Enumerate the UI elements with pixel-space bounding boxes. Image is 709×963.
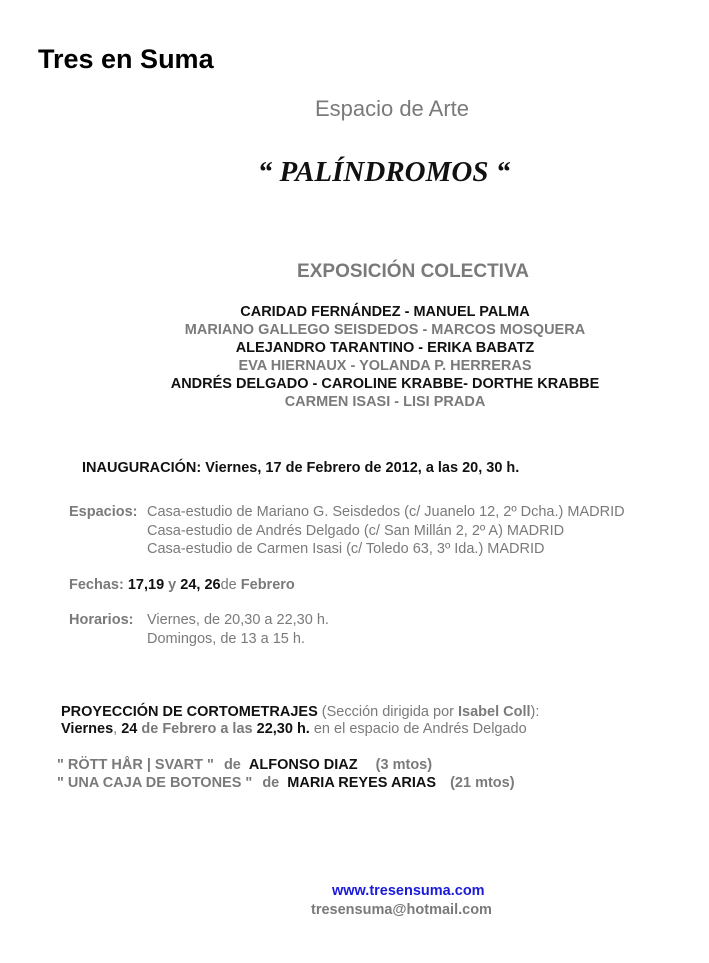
space-item: Casa-estudio de Mariano G. Seisdedos (c/ Juanelo 12, 2º Dcha.) MADRID [147,504,625,520]
screening-date-line [61,721,527,737]
dates-second: 24, 26 [180,577,221,593]
screening-day: Viernes [61,721,114,737]
dates-month: Febrero [240,577,295,593]
hours-item: Domingos, de 13 a 15 h. [147,631,305,647]
screening-director: Isabel Coll [458,704,531,720]
film-director: MARIA REYES ARIAS [287,775,437,791]
screening-comma: , [113,721,118,737]
screening-place: en el espacio de Andrés Delgado [313,721,527,737]
dates-label: Fechas: [69,577,124,593]
screening-time: 22,30 h. [256,721,310,737]
artist-line: ANDRÉS DELGADO - CAROLINE KRABBE- DORTHE KRABBE [170,376,600,392]
hours-label: Horarios: [69,612,134,628]
dates-first: 17,19 [127,577,165,593]
artist-line: EVA HIERNAUX - YOLANDA P. HERRERAS [238,358,532,374]
screening-daynum: 24 [121,721,138,737]
dates-sep: y [168,577,177,593]
website-link[interactable]: www.tresensuma.com [332,883,485,899]
artist-line: CARMEN ISASI - LISI PRADA [284,394,486,410]
inauguration-line: INAUGURACIÓN: Viernes, 17 de Febrero de 2012, a las 20, 30 h. [82,460,520,476]
film-de: de [223,757,241,773]
screening-note-close: ): [530,704,540,720]
screening-heading: PROYECCIÓN DE CORTOMETRAJES [61,704,318,720]
subtitle: Espacio de Arte [314,96,470,121]
dates-de: de [220,577,237,593]
exhibition-title: “ PALÍNDROMOS “ [257,156,511,188]
film-director: ALFONSO DIAZ [248,757,358,773]
exhibition-heading: EXPOSICIÓN COLECTIVA [297,261,529,282]
artist-line: CARIDAD FERNÁNDEZ - MANUEL PALMA [240,304,530,320]
screening-month-time: de Febrero a las [141,721,253,737]
film-line [57,757,432,773]
screening-note: (Sección dirigida por [321,704,454,720]
film-duration: (21 mtos) [450,775,515,791]
film-duration: (3 mtos) [375,757,433,773]
film-title: " UNA CAJA DE BOTONES " [57,775,253,791]
artist-line: ALEJANDRO TARANTINO - ERIKA BABATZ [235,340,535,356]
spaces-label: Espacios: [69,504,138,520]
email-address[interactable]: tresensuma@hotmail.com [311,902,492,918]
space-item: Casa-estudio de Andrés Delgado (c/ San Millán 2, 2º A) MADRID [147,523,565,539]
artist-line: MARIANO GALLEGO SEISDEDOS - MARCOS MOSQUERA [184,322,586,338]
screening-heading-line [61,704,539,720]
brand-name: Tres en Suma [38,44,214,74]
hours-item: Viernes, de 20,30 a 22,30 h. [147,612,329,628]
film-de: de [262,775,280,791]
dates-line [69,577,295,593]
film-line [57,775,515,791]
film-title: " RÖTT HÅR | SVART " [57,757,214,773]
space-item: Casa-estudio de Carmen Isasi (c/ Toledo 63, 3º Ida.) MADRID [147,541,545,557]
